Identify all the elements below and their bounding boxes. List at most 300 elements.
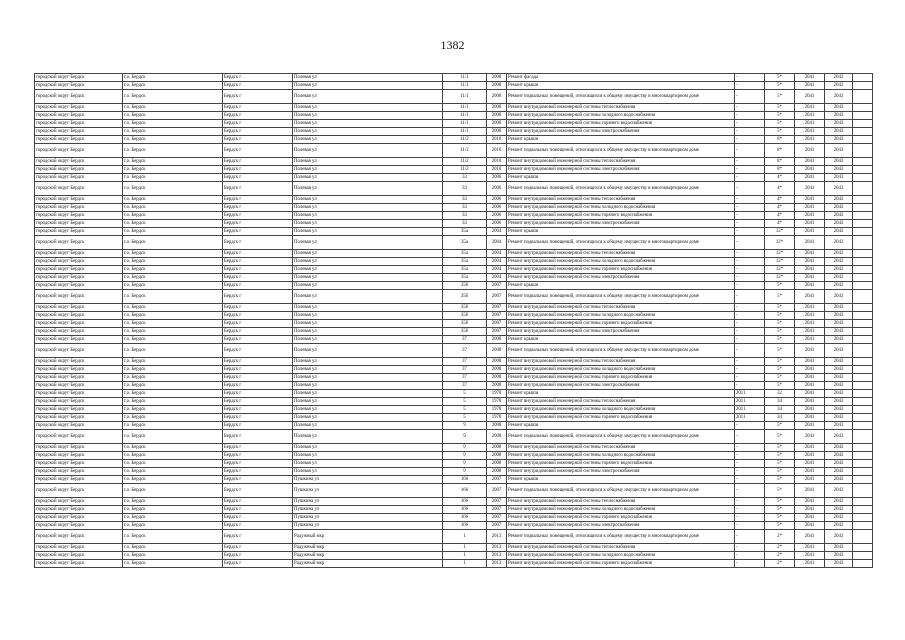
- empty-cell: [853, 514, 873, 522]
- empty-cell: [853, 430, 873, 444]
- settlement-cell: г.о. Бердск: [123, 390, 223, 398]
- period-end-cell: 2043: [825, 390, 853, 398]
- empty-cell: [853, 266, 873, 274]
- table-row: [35, 304, 873, 312]
- empty-cell: [853, 212, 873, 220]
- period-end-cell: 2043: [825, 182, 853, 196]
- work-type-cell: Ремонт подвальных помещений, относящихся к общему имуществу в многоквартирном доме: [507, 530, 735, 544]
- settlement-cell: г.о. Бердск: [123, 136, 223, 144]
- house-number-cell: 33: [443, 196, 487, 204]
- count-cell: 5*: [765, 104, 795, 112]
- period-end-cell: 2043: [825, 544, 853, 552]
- work-type-cell: Ремонт внутридомовой инженерной системы горячего водоснабжения: [507, 460, 735, 468]
- settlement-cell: г.о. Бердск: [123, 220, 223, 228]
- last-repair-cell: -: [735, 530, 765, 544]
- work-type-cell: Ремонт внутридомовой инженерной системы горячего водоснабжения: [507, 374, 735, 382]
- table-row: [35, 204, 873, 212]
- build-year-cell: 2004: [487, 258, 507, 266]
- settlement-cell: г.о. Бердск: [123, 74, 223, 82]
- district-cell: городской округ Бердск: [35, 74, 123, 82]
- last-repair-cell: -: [735, 460, 765, 468]
- period-end-cell: 2043: [825, 522, 853, 530]
- period-end-cell: 2043: [825, 430, 853, 444]
- empty-cell: [853, 414, 873, 422]
- period-end-cell: 2043: [825, 236, 853, 250]
- table-row: [35, 328, 873, 336]
- build-year-cell: 2008: [487, 358, 507, 366]
- last-repair-cell: -: [735, 220, 765, 228]
- table-row: [35, 514, 873, 522]
- street-cell: Полевая ул: [293, 358, 443, 366]
- build-year-cell: 2010: [487, 166, 507, 174]
- count-cell: 5*: [765, 82, 795, 90]
- last-repair-cell: -: [735, 258, 765, 266]
- work-type-cell: Ремонт внутридомовой инженерной системы горячего водоснабжения: [507, 212, 735, 220]
- empty-cell: [853, 560, 873, 568]
- street-cell: Пушкина ул: [293, 498, 443, 506]
- house-number-cell: 33: [443, 212, 487, 220]
- count-cell: 12*: [765, 250, 795, 258]
- table-row: [35, 196, 873, 204]
- table-row: [35, 144, 873, 158]
- period-end-cell: 2043: [825, 74, 853, 82]
- district-cell: городской округ Бердск: [35, 174, 123, 182]
- city-cell: Бердск г: [223, 430, 293, 444]
- period-end-cell: 2043: [825, 560, 853, 568]
- period-start-cell: 2041: [795, 104, 825, 112]
- table-row: [35, 266, 873, 274]
- period-end-cell: 2043: [825, 228, 853, 236]
- last-repair-cell: -: [735, 374, 765, 382]
- settlement-cell: г.о. Бердск: [123, 530, 223, 544]
- empty-cell: [853, 366, 873, 374]
- work-type-cell: Ремонт внутридомовой инженерной системы теплоснабжения: [507, 398, 735, 406]
- count-cell: 5*: [765, 312, 795, 320]
- city-cell: Бердск г: [223, 120, 293, 128]
- city-cell: Бердск г: [223, 266, 293, 274]
- registry-body: [35, 74, 873, 568]
- empty-cell: [853, 174, 873, 182]
- period-end-cell: 2043: [825, 460, 853, 468]
- period-end-cell: 2043: [825, 282, 853, 290]
- period-start-cell: 2041: [795, 444, 825, 452]
- work-type-cell: Ремонт крыши: [507, 336, 735, 344]
- settlement-cell: г.о. Бердск: [123, 320, 223, 328]
- last-repair-cell: -: [735, 136, 765, 144]
- last-repair-cell: -: [735, 204, 765, 212]
- city-cell: Бердск г: [223, 344, 293, 358]
- city-cell: Бердск г: [223, 552, 293, 560]
- work-type-cell: Ремонт подвальных помещений, относящихся к общему имуществу в многоквартирном доме: [507, 90, 735, 104]
- settlement-cell: г.о. Бердск: [123, 544, 223, 552]
- empty-cell: [853, 290, 873, 304]
- work-type-cell: Ремонт внутридомовой инженерной системы теплоснабжения: [507, 196, 735, 204]
- settlement-cell: г.о. Бердск: [123, 382, 223, 390]
- city-cell: Бердск г: [223, 228, 293, 236]
- empty-cell: [853, 522, 873, 530]
- count-cell: 8*: [765, 136, 795, 144]
- district-cell: городской округ Бердск: [35, 274, 123, 282]
- last-repair-cell: -: [735, 250, 765, 258]
- table-row: [35, 498, 873, 506]
- work-type-cell: Ремонт внутридомовой инженерной системы теплоснабжения: [507, 498, 735, 506]
- street-cell: Полевая ул: [293, 414, 443, 422]
- street-cell: Полевая ул: [293, 398, 443, 406]
- settlement-cell: г.о. Бердск: [123, 282, 223, 290]
- city-cell: Бердск г: [223, 90, 293, 104]
- settlement-cell: г.о. Бердск: [123, 104, 223, 112]
- count-cell: 5*: [765, 444, 795, 452]
- street-cell: Полевая ул: [293, 136, 443, 144]
- work-type-cell: Ремонт внутридомовой инженерной системы теплоснабжения: [507, 158, 735, 166]
- settlement-cell: г.о. Бердск: [123, 196, 223, 204]
- build-year-cell: 2006: [487, 220, 507, 228]
- last-repair-cell: -: [735, 282, 765, 290]
- table-row: [35, 406, 873, 414]
- table-row: [35, 560, 873, 568]
- city-cell: Бердск г: [223, 212, 293, 220]
- last-repair-cell: -: [735, 444, 765, 452]
- district-cell: городской округ Бердск: [35, 358, 123, 366]
- last-repair-cell: -: [735, 120, 765, 128]
- house-number-cell: 37: [443, 382, 487, 390]
- district-cell: городской округ Бердск: [35, 166, 123, 174]
- street-cell: Полевая ул: [293, 390, 443, 398]
- period-end-cell: 2043: [825, 90, 853, 104]
- period-end-cell: 2043: [825, 304, 853, 312]
- empty-cell: [853, 460, 873, 468]
- street-cell: Пушкина ул: [293, 476, 443, 484]
- count-cell: 5*: [765, 358, 795, 366]
- settlement-cell: г.о. Бердск: [123, 460, 223, 468]
- work-type-cell: Ремонт внутридомовой инженерной системы электроснабжения: [507, 166, 735, 174]
- street-cell: Полевая ул: [293, 282, 443, 290]
- build-year-cell: 2008: [487, 444, 507, 452]
- empty-cell: [853, 204, 873, 212]
- count-cell: 34: [765, 414, 795, 422]
- empty-cell: [853, 82, 873, 90]
- district-cell: городской округ Бердск: [35, 476, 123, 484]
- house-number-cell: 166: [443, 498, 487, 506]
- period-end-cell: 2043: [825, 212, 853, 220]
- last-repair-cell: -: [735, 552, 765, 560]
- settlement-cell: г.о. Бердск: [123, 144, 223, 158]
- city-cell: Бердск г: [223, 514, 293, 522]
- work-type-cell: Ремонт внутридомовой инженерной системы теплоснабжения: [507, 250, 735, 258]
- street-cell: Радужный мкр: [293, 544, 443, 552]
- last-repair-cell: -: [735, 358, 765, 366]
- build-year-cell: 2008: [487, 382, 507, 390]
- build-year-cell: 2004: [487, 274, 507, 282]
- street-cell: Радужный мкр: [293, 560, 443, 568]
- build-year-cell: 2008: [487, 74, 507, 82]
- street-cell: Полевая ул: [293, 460, 443, 468]
- house-number-cell: 9: [443, 422, 487, 430]
- period-start-cell: 2041: [795, 514, 825, 522]
- house-number-cell: 33: [443, 174, 487, 182]
- build-year-cell: 2008: [487, 452, 507, 460]
- street-cell: Полевая ул: [293, 104, 443, 112]
- count-cell: 5*: [765, 282, 795, 290]
- table-row: [35, 90, 873, 104]
- house-number-cell: 11/2: [443, 158, 487, 166]
- house-number-cell: 11/1: [443, 104, 487, 112]
- house-number-cell: 33: [443, 182, 487, 196]
- city-cell: Бердск г: [223, 320, 293, 328]
- count-cell: 5*: [765, 304, 795, 312]
- count-cell: 34: [765, 406, 795, 414]
- table-row: [35, 414, 873, 422]
- period-start-cell: 2041: [795, 304, 825, 312]
- period-end-cell: 2043: [825, 104, 853, 112]
- work-type-cell: Ремонт крыши: [507, 390, 735, 398]
- city-cell: Бердск г: [223, 398, 293, 406]
- last-repair-cell: -: [735, 304, 765, 312]
- empty-cell: [853, 112, 873, 120]
- build-year-cell: 2007: [487, 514, 507, 522]
- period-start-cell: 2041: [795, 544, 825, 552]
- city-cell: Бердск г: [223, 136, 293, 144]
- district-cell: городской округ Бердск: [35, 506, 123, 514]
- count-cell: 2*: [765, 552, 795, 560]
- city-cell: Бердск г: [223, 444, 293, 452]
- city-cell: Бердск г: [223, 468, 293, 476]
- last-repair-cell: -: [735, 560, 765, 568]
- house-number-cell: 11/1: [443, 112, 487, 120]
- house-number-cell: 35б: [443, 304, 487, 312]
- district-cell: городской округ Бердск: [35, 120, 123, 128]
- empty-cell: [853, 136, 873, 144]
- period-start-cell: 2041: [795, 498, 825, 506]
- district-cell: городской округ Бердск: [35, 282, 123, 290]
- street-cell: Полевая ул: [293, 422, 443, 430]
- period-end-cell: 2043: [825, 336, 853, 344]
- last-repair-cell: -: [735, 144, 765, 158]
- city-cell: Бердск г: [223, 274, 293, 282]
- period-end-cell: 2043: [825, 358, 853, 366]
- empty-cell: [853, 158, 873, 166]
- period-start-cell: 2041: [795, 174, 825, 182]
- count-cell: 5*: [765, 484, 795, 498]
- empty-cell: [853, 128, 873, 136]
- street-cell: Пушкина ул: [293, 514, 443, 522]
- street-cell: Полевая ул: [293, 320, 443, 328]
- period-start-cell: 2041: [795, 74, 825, 82]
- empty-cell: [853, 304, 873, 312]
- house-number-cell: 166: [443, 484, 487, 498]
- settlement-cell: г.о. Бердск: [123, 444, 223, 452]
- house-number-cell: 1: [443, 560, 487, 568]
- last-repair-cell: -: [735, 82, 765, 90]
- period-start-cell: 2041: [795, 382, 825, 390]
- period-start-cell: 2041: [795, 336, 825, 344]
- district-cell: городской округ Бердск: [35, 498, 123, 506]
- period-start-cell: 2041: [795, 452, 825, 460]
- city-cell: Бердск г: [223, 382, 293, 390]
- district-cell: городской округ Бердск: [35, 398, 123, 406]
- house-number-cell: 35а: [443, 258, 487, 266]
- empty-cell: [853, 390, 873, 398]
- work-type-cell: Ремонт крыши: [507, 282, 735, 290]
- period-start-cell: 2041: [795, 398, 825, 406]
- street-cell: Полевая ул: [293, 120, 443, 128]
- build-year-cell: 2004: [487, 250, 507, 258]
- street-cell: Полевая ул: [293, 250, 443, 258]
- build-year-cell: 2007: [487, 476, 507, 484]
- table-row: [35, 258, 873, 266]
- period-start-cell: 2041: [795, 560, 825, 568]
- period-end-cell: 2043: [825, 220, 853, 228]
- build-year-cell: 2004: [487, 266, 507, 274]
- city-cell: Бердск г: [223, 312, 293, 320]
- period-start-cell: 2041: [795, 328, 825, 336]
- district-cell: городской округ Бердск: [35, 430, 123, 444]
- table-row: [35, 460, 873, 468]
- house-number-cell: 11/2: [443, 144, 487, 158]
- empty-cell: [853, 282, 873, 290]
- build-year-cell: 2007: [487, 304, 507, 312]
- city-cell: Бердск г: [223, 544, 293, 552]
- district-cell: городской округ Бердск: [35, 258, 123, 266]
- work-type-cell: Ремонт внутридомовой инженерной системы горячего водоснабжения: [507, 266, 735, 274]
- city-cell: Бердск г: [223, 82, 293, 90]
- last-repair-cell: -: [735, 422, 765, 430]
- table-row: [35, 544, 873, 552]
- empty-cell: [853, 476, 873, 484]
- count-cell: 5*: [765, 366, 795, 374]
- empty-cell: [853, 444, 873, 452]
- house-number-cell: 1: [443, 530, 487, 544]
- work-type-cell: Ремонт подвальных помещений, относящихся к общему имуществу в многоквартирном доме: [507, 344, 735, 358]
- table-row: [35, 290, 873, 304]
- build-year-cell: 2008: [487, 366, 507, 374]
- district-cell: городской округ Бердск: [35, 320, 123, 328]
- city-cell: Бердск г: [223, 422, 293, 430]
- last-repair-cell: -: [735, 506, 765, 514]
- period-end-cell: 2043: [825, 422, 853, 430]
- table-row: [35, 452, 873, 460]
- count-cell: 5*: [765, 74, 795, 82]
- last-repair-cell: -: [735, 74, 765, 82]
- table-row: [35, 320, 873, 328]
- city-cell: Бердск г: [223, 336, 293, 344]
- house-number-cell: 33: [443, 220, 487, 228]
- settlement-cell: г.о. Бердск: [123, 212, 223, 220]
- street-cell: Полевая ул: [293, 452, 443, 460]
- house-number-cell: 37: [443, 366, 487, 374]
- period-start-cell: 2041: [795, 406, 825, 414]
- city-cell: Бердск г: [223, 112, 293, 120]
- work-type-cell: Ремонт внутридомовой инженерной системы холодного водоснабжения: [507, 406, 735, 414]
- period-end-cell: 2043: [825, 406, 853, 414]
- city-cell: Бердск г: [223, 250, 293, 258]
- street-cell: Полевая ул: [293, 74, 443, 82]
- empty-cell: [853, 228, 873, 236]
- period-end-cell: 2043: [825, 452, 853, 460]
- district-cell: городской округ Бердск: [35, 290, 123, 304]
- period-end-cell: 2043: [825, 328, 853, 336]
- house-number-cell: 11/1: [443, 82, 487, 90]
- district-cell: городской округ Бердск: [35, 390, 123, 398]
- build-year-cell: 2010: [487, 144, 507, 158]
- settlement-cell: г.о. Бердск: [123, 468, 223, 476]
- street-cell: Полевая ул: [293, 290, 443, 304]
- last-repair-cell: -: [735, 336, 765, 344]
- count-cell: 5*: [765, 468, 795, 476]
- city-cell: Бердск г: [223, 328, 293, 336]
- street-cell: Полевая ул: [293, 266, 443, 274]
- period-start-cell: 2041: [795, 220, 825, 228]
- last-repair-cell: -: [735, 382, 765, 390]
- period-start-cell: 2041: [795, 366, 825, 374]
- build-year-cell: 2010: [487, 158, 507, 166]
- table-row: [35, 166, 873, 174]
- work-type-cell: Ремонт внутридомовой инженерной системы электроснабжения: [507, 468, 735, 476]
- work-type-cell: Ремонт подвальных помещений, относящихся к общему имуществу в многоквартирном доме: [507, 236, 735, 250]
- table-row: [35, 82, 873, 90]
- last-repair-cell: -: [735, 174, 765, 182]
- build-year-cell: 2006: [487, 182, 507, 196]
- district-cell: городской округ Бердск: [35, 128, 123, 136]
- district-cell: городской округ Бердск: [35, 452, 123, 460]
- district-cell: городской округ Бердск: [35, 460, 123, 468]
- work-type-cell: Ремонт крыши: [507, 476, 735, 484]
- build-year-cell: 2008: [487, 422, 507, 430]
- table-row: [35, 120, 873, 128]
- street-cell: Пушкина ул: [293, 522, 443, 530]
- street-cell: Полевая ул: [293, 166, 443, 174]
- table-row: [35, 128, 873, 136]
- street-cell: Полевая ул: [293, 174, 443, 182]
- repair-registry-table: [34, 73, 873, 568]
- work-type-cell: Ремонт крыши: [507, 136, 735, 144]
- city-cell: Бердск г: [223, 158, 293, 166]
- street-cell: Полевая ул: [293, 444, 443, 452]
- build-year-cell: 2008: [487, 468, 507, 476]
- house-number-cell: 166: [443, 476, 487, 484]
- street-cell: Полевая ул: [293, 204, 443, 212]
- table-row: [35, 398, 873, 406]
- street-cell: Полевая ул: [293, 312, 443, 320]
- district-cell: городской округ Бердск: [35, 144, 123, 158]
- empty-cell: [853, 406, 873, 414]
- district-cell: городской округ Бердск: [35, 104, 123, 112]
- district-cell: городской округ Бердск: [35, 374, 123, 382]
- table-row: [35, 182, 873, 196]
- house-number-cell: 166: [443, 522, 487, 530]
- district-cell: городской округ Бердск: [35, 312, 123, 320]
- work-type-cell: Ремонт фасада: [507, 74, 735, 82]
- period-end-cell: 2043: [825, 196, 853, 204]
- empty-cell: [853, 452, 873, 460]
- house-number-cell: 33: [443, 204, 487, 212]
- settlement-cell: г.о. Бердск: [123, 476, 223, 484]
- work-type-cell: Ремонт крыши: [507, 174, 735, 182]
- city-cell: Бердск г: [223, 74, 293, 82]
- period-start-cell: 2041: [795, 82, 825, 90]
- house-number-cell: 35б: [443, 282, 487, 290]
- table-row: [35, 282, 873, 290]
- table-row: [35, 104, 873, 112]
- empty-cell: [853, 74, 873, 82]
- build-year-cell: 2008: [487, 336, 507, 344]
- last-repair-cell: 2011: [735, 414, 765, 422]
- city-cell: Бердск г: [223, 174, 293, 182]
- empty-cell: [853, 544, 873, 552]
- settlement-cell: г.о. Бердск: [123, 422, 223, 430]
- table-row: [35, 220, 873, 228]
- work-type-cell: Ремонт внутридомовой инженерной системы электроснабжения: [507, 522, 735, 530]
